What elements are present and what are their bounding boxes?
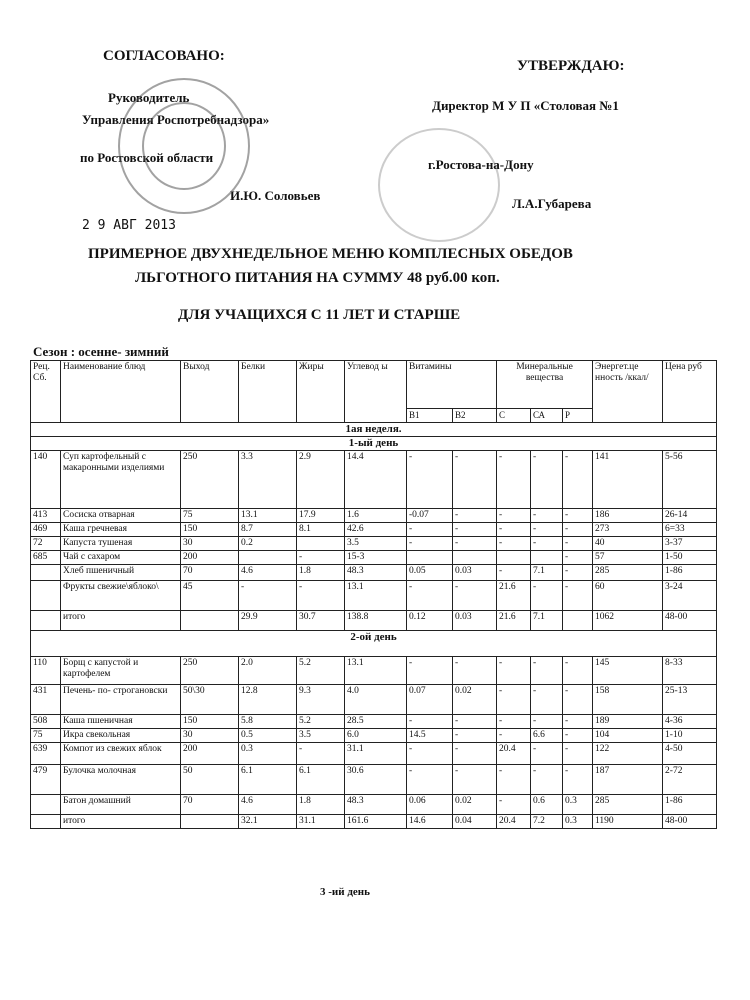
- table-cell: [297, 537, 345, 551]
- approver-agency: Управления Роспотребнадзора»: [82, 112, 270, 127]
- table-row: [31, 729, 717, 743]
- table-cell: -: [239, 581, 297, 611]
- table-cell: 0.03: [453, 565, 497, 581]
- table-cell: 70: [181, 795, 239, 815]
- table-cell: -: [531, 581, 563, 611]
- day-row: [31, 437, 717, 451]
- table-cell: 3-37: [663, 537, 717, 551]
- col-recipe: Рец. Сб.: [31, 361, 61, 423]
- table-cell: -: [531, 685, 563, 715]
- col-b1: В1: [407, 409, 453, 423]
- table-cell: -: [531, 657, 563, 685]
- table-cell: 26-14: [663, 509, 717, 523]
- table-cell: 1062: [593, 611, 663, 631]
- table-cell: 6.1: [239, 765, 297, 795]
- table-cell: -: [531, 509, 563, 523]
- table-row: [31, 565, 717, 581]
- director-title: Директор М У П «Столовая №1: [432, 98, 619, 113]
- table-cell: Борщ с капустой и картофелем: [61, 657, 181, 685]
- table-cell: 104: [593, 729, 663, 743]
- table-row: [31, 581, 717, 611]
- table-cell: [31, 611, 61, 631]
- table-cell: [453, 551, 497, 565]
- table-cell: 145: [593, 657, 663, 685]
- table-cell: 122: [593, 743, 663, 765]
- table-cell: 639: [31, 743, 61, 765]
- table-cell: [531, 551, 563, 565]
- table-cell: 28.5: [345, 715, 407, 729]
- table-cell: 0.12: [407, 611, 453, 631]
- table-cell: 30.6: [345, 765, 407, 795]
- col-b2: В2: [453, 409, 497, 423]
- day3-label: 3 -ий день: [320, 886, 370, 898]
- menu-table: [30, 360, 717, 829]
- table-cell: 7.1: [531, 565, 563, 581]
- round-seal-right: [378, 128, 500, 242]
- table-cell: 187: [593, 765, 663, 795]
- table-cell: 189: [593, 715, 663, 729]
- table-cell: 0.02: [453, 685, 497, 715]
- table-cell: -: [407, 765, 453, 795]
- table-cell: -: [563, 765, 593, 795]
- table-cell: [31, 565, 61, 581]
- table-cell: 13.1: [345, 657, 407, 685]
- table-cell: 75: [31, 729, 61, 743]
- table-cell: 9.3: [297, 685, 345, 715]
- table-cell: -: [297, 581, 345, 611]
- table-cell: -: [563, 537, 593, 551]
- col-fat: Жиры: [297, 361, 345, 423]
- table-cell: 110: [31, 657, 61, 685]
- table-cell: [407, 551, 453, 565]
- table-cell: 45: [181, 581, 239, 611]
- col-p: Р: [563, 409, 593, 423]
- table-cell: -: [497, 537, 531, 551]
- table-cell: Булочка молочная: [61, 765, 181, 795]
- table-cell: Сосиска отварная: [61, 509, 181, 523]
- week-row: [31, 423, 717, 437]
- table-row: [31, 715, 717, 729]
- table-cell: [31, 581, 61, 611]
- table-row: [31, 523, 717, 537]
- table-cell: 158: [593, 685, 663, 715]
- table-cell: 70: [181, 565, 239, 581]
- table-cell: 0.02: [453, 795, 497, 815]
- table-cell: 431: [31, 685, 61, 715]
- table-row: [31, 551, 717, 565]
- table-cell: Суп картофельный с макаронными изделиями: [61, 451, 181, 509]
- approver-position: Руководитель: [108, 90, 190, 105]
- table-cell: -: [563, 551, 593, 565]
- table-cell: -: [453, 765, 497, 795]
- table-cell: 31.1: [297, 815, 345, 829]
- table-cell: 138.8: [345, 611, 407, 631]
- table-cell: -: [563, 657, 593, 685]
- table-row: [31, 743, 717, 765]
- table-cell: Печень- по- строгановски: [61, 685, 181, 715]
- table-cell: [181, 815, 239, 829]
- table-cell: 285: [593, 565, 663, 581]
- approver-signature: И.Ю. Соловьев: [230, 188, 321, 203]
- table-cell: 75: [181, 509, 239, 523]
- table-cell: 7.1: [531, 611, 563, 631]
- table-cell: 20.4: [497, 815, 531, 829]
- table-cell: 15-3: [345, 551, 407, 565]
- table-cell: 72: [31, 537, 61, 551]
- table-cell: 57: [593, 551, 663, 565]
- table-cell: 31.1: [345, 743, 407, 765]
- table-cell: 20.4: [497, 743, 531, 765]
- table-cell: 0.6: [531, 795, 563, 815]
- table-cell: -: [497, 523, 531, 537]
- table-cell: [239, 551, 297, 565]
- table-cell: 48.3: [345, 795, 407, 815]
- table-cell: 42.6: [345, 523, 407, 537]
- table-cell: -: [453, 581, 497, 611]
- col-dish-name: Наименование блюд: [61, 361, 181, 423]
- table-cell: 6=33: [663, 523, 717, 537]
- table-cell: 50: [181, 765, 239, 795]
- table-cell: 60: [593, 581, 663, 611]
- table-cell: -: [531, 743, 563, 765]
- table-row: [31, 611, 717, 631]
- table-cell: 4-50: [663, 743, 717, 765]
- table-cell: 3-24: [663, 581, 717, 611]
- table-cell: 3.5: [345, 537, 407, 551]
- director-signature: Л.А.Губарева: [512, 196, 592, 211]
- table-cell: Каша гречневая: [61, 523, 181, 537]
- table-cell: -: [297, 743, 345, 765]
- table-cell: 285: [593, 795, 663, 815]
- table-cell: -: [407, 743, 453, 765]
- table-row: [31, 451, 717, 509]
- table-cell: 150: [181, 523, 239, 537]
- table-cell: 0.3: [239, 743, 297, 765]
- col-protein: Белки: [239, 361, 297, 423]
- table-cell: -: [407, 657, 453, 685]
- table-cell: 48-00: [663, 815, 717, 829]
- table-cell: [31, 815, 61, 829]
- table-cell: 4.6: [239, 795, 297, 815]
- table-cell: -: [531, 523, 563, 537]
- table-cell: 1.8: [297, 795, 345, 815]
- header-row: [31, 361, 717, 409]
- table-cell: 50\30: [181, 685, 239, 715]
- table-cell: Батон домашний: [61, 795, 181, 815]
- col-c: С: [497, 409, 531, 423]
- table-cell: 200: [181, 551, 239, 565]
- table-cell: -: [453, 537, 497, 551]
- table-cell: 0.3: [563, 795, 593, 815]
- col-minerals: Минеральные вещества: [497, 361, 593, 409]
- table-cell: -: [497, 565, 531, 581]
- approver-region: по Ростовской области: [80, 150, 214, 165]
- table-cell: -: [453, 743, 497, 765]
- table-cell: -: [563, 509, 593, 523]
- table-cell: 2.0: [239, 657, 297, 685]
- table-cell: 14.5: [407, 729, 453, 743]
- table-cell: 413: [31, 509, 61, 523]
- table-cell: Каша пшеничная: [61, 715, 181, 729]
- table-cell: 3.3: [239, 451, 297, 509]
- day2-label: 2-ой день: [31, 631, 717, 657]
- table-cell: -: [497, 715, 531, 729]
- table-cell: 30.7: [297, 611, 345, 631]
- table-cell: -: [531, 715, 563, 729]
- table-cell: -: [453, 715, 497, 729]
- table-row: [31, 509, 717, 523]
- table-cell: 48.3: [345, 565, 407, 581]
- table-cell: 1190: [593, 815, 663, 829]
- table-cell: -: [407, 523, 453, 537]
- table-cell: 5-56: [663, 451, 717, 509]
- table-cell: -: [563, 451, 593, 509]
- table-cell: 469: [31, 523, 61, 537]
- document-title-line2: ЛЬГОТНОГО ПИТАНИЯ НА СУММУ 48 руб.00 коп.: [135, 270, 500, 286]
- table-cell: 0.06: [407, 795, 453, 815]
- table-cell: 141: [593, 451, 663, 509]
- table-row: [31, 765, 717, 795]
- table-cell: 1.6: [345, 509, 407, 523]
- table-cell: -: [497, 657, 531, 685]
- stamp-date: 2 9 АВГ 2013: [82, 218, 176, 233]
- table-cell: 1-86: [663, 565, 717, 581]
- col-portion: Выход: [181, 361, 239, 423]
- table-cell: итого: [61, 611, 181, 631]
- table-cell: 508: [31, 715, 61, 729]
- table-cell: 0.07: [407, 685, 453, 715]
- table-row: [31, 537, 717, 551]
- table-cell: 8.7: [239, 523, 297, 537]
- table-cell: 14.4: [345, 451, 407, 509]
- table-cell: итого: [61, 815, 181, 829]
- table-cell: -: [297, 551, 345, 565]
- table-cell: 6.6: [531, 729, 563, 743]
- table-cell: -: [563, 565, 593, 581]
- table-cell: -: [563, 729, 593, 743]
- table-cell: 1-50: [663, 551, 717, 565]
- table-cell: -: [497, 765, 531, 795]
- table-cell: -: [563, 743, 593, 765]
- table-cell: -: [497, 729, 531, 743]
- table-cell: 5.2: [297, 657, 345, 685]
- document-title: ПРИМЕРНОЕ ДВУХНЕДЕЛЬНОЕ МЕНЮ КОМПЛЕСНЫХ ОБЕДОВ: [88, 246, 573, 262]
- table-cell: [563, 611, 593, 631]
- table-cell: 161.6: [345, 815, 407, 829]
- table-cell: 200: [181, 743, 239, 765]
- table-cell: 1.8: [297, 565, 345, 581]
- day-row: [31, 631, 717, 657]
- table-cell: 3.5: [297, 729, 345, 743]
- table-row: [31, 657, 717, 685]
- col-vitamins: Витамины: [407, 361, 497, 409]
- table-cell: 0.5: [239, 729, 297, 743]
- table-cell: 40: [593, 537, 663, 551]
- table-cell: Хлеб пшеничный: [61, 565, 181, 581]
- table-cell: 13.1: [239, 509, 297, 523]
- table-cell: 0.3: [563, 815, 593, 829]
- table-cell: 1-86: [663, 795, 717, 815]
- week-label: 1ая неделя.: [31, 423, 717, 437]
- table-row: [31, 685, 717, 715]
- table-cell: 6.0: [345, 729, 407, 743]
- table-cell: 29.9: [239, 611, 297, 631]
- table-cell: 250: [181, 451, 239, 509]
- table-row: [31, 795, 717, 815]
- day1-rows: [31, 451, 717, 631]
- table-cell: -: [531, 537, 563, 551]
- table-row: [31, 815, 717, 829]
- table-cell: [497, 551, 531, 565]
- table-cell: -: [407, 715, 453, 729]
- table-cell: -: [453, 509, 497, 523]
- table-cell: 2-72: [663, 765, 717, 795]
- table-cell: 0.05: [407, 565, 453, 581]
- table-cell: -: [497, 451, 531, 509]
- table-cell: -: [497, 509, 531, 523]
- col-ca: СА: [531, 409, 563, 423]
- table-cell: 140: [31, 451, 61, 509]
- table-cell: Капуста тушеная: [61, 537, 181, 551]
- table-cell: -: [563, 523, 593, 537]
- table-cell: 0.04: [453, 815, 497, 829]
- table-cell: [31, 795, 61, 815]
- table-cell: [181, 611, 239, 631]
- table-cell: 12.8: [239, 685, 297, 715]
- table-cell: 32.1: [239, 815, 297, 829]
- table-cell: 5.2: [297, 715, 345, 729]
- table-cell: 14.6: [407, 815, 453, 829]
- table-cell: 30: [181, 537, 239, 551]
- day2-rows: [31, 657, 717, 829]
- table-cell: 4.0: [345, 685, 407, 715]
- table-cell: 13.1: [345, 581, 407, 611]
- table-cell: -: [453, 451, 497, 509]
- table-cell: -: [497, 685, 531, 715]
- table-cell: Чай с сахаром: [61, 551, 181, 565]
- table-cell: -: [453, 729, 497, 743]
- table-cell: 4.6: [239, 565, 297, 581]
- table-cell: 21.6: [497, 581, 531, 611]
- table-cell: 7.2: [531, 815, 563, 829]
- table-cell: Фрукты свежие\яблоко\: [61, 581, 181, 611]
- table-cell: 8.1: [297, 523, 345, 537]
- table-cell: -: [531, 765, 563, 795]
- col-price: Цена руб: [663, 361, 717, 423]
- table-cell: 150: [181, 715, 239, 729]
- table-cell: 25-13: [663, 685, 717, 715]
- table-cell: Компот из свежих яблок: [61, 743, 181, 765]
- table-cell: 6.1: [297, 765, 345, 795]
- table-cell: 2.9: [297, 451, 345, 509]
- table-cell: 186: [593, 509, 663, 523]
- table-cell: -: [407, 451, 453, 509]
- table-cell: 4-36: [663, 715, 717, 729]
- table-cell: -0.07: [407, 509, 453, 523]
- approved-heading: СОГЛАСОВАНО:: [103, 48, 225, 64]
- table-cell: 250: [181, 657, 239, 685]
- table-cell: -: [407, 537, 453, 551]
- table-cell: 685: [31, 551, 61, 565]
- table-cell: -: [563, 685, 593, 715]
- table-cell: -: [453, 523, 497, 537]
- director-city: г.Ростова-на-Дону: [428, 157, 534, 172]
- col-carbs: Углевод ы: [345, 361, 407, 423]
- table-cell: 8-33: [663, 657, 717, 685]
- season-label: Сезон : осенне- зимний: [33, 344, 169, 359]
- table-cell: -: [453, 657, 497, 685]
- table-cell: Икра свекольная: [61, 729, 181, 743]
- document-audience: ДЛЯ УЧАЩИХСЯ С 11 ЛЕТ И СТАРШЕ: [178, 307, 461, 323]
- table-cell: -: [563, 715, 593, 729]
- day1-label: 1-ый день: [31, 437, 717, 451]
- table-cell: -: [407, 581, 453, 611]
- col-energy: Энергет.це нность /ккал/: [593, 361, 663, 423]
- table-cell: -: [531, 451, 563, 509]
- table-cell: 48-00: [663, 611, 717, 631]
- table-cell: 0.2: [239, 537, 297, 551]
- table-cell: -: [563, 581, 593, 611]
- table-cell: 17.9: [297, 509, 345, 523]
- table-cell: 30: [181, 729, 239, 743]
- round-seal-inner-left: [142, 102, 226, 190]
- table-cell: -: [497, 795, 531, 815]
- table-cell: 0.03: [453, 611, 497, 631]
- approve-heading: УТВЕРЖДАЮ:: [517, 58, 625, 74]
- table-cell: 5.8: [239, 715, 297, 729]
- table-cell: 273: [593, 523, 663, 537]
- table-cell: 479: [31, 765, 61, 795]
- table-cell: 21.6: [497, 611, 531, 631]
- table-cell: 1-10: [663, 729, 717, 743]
